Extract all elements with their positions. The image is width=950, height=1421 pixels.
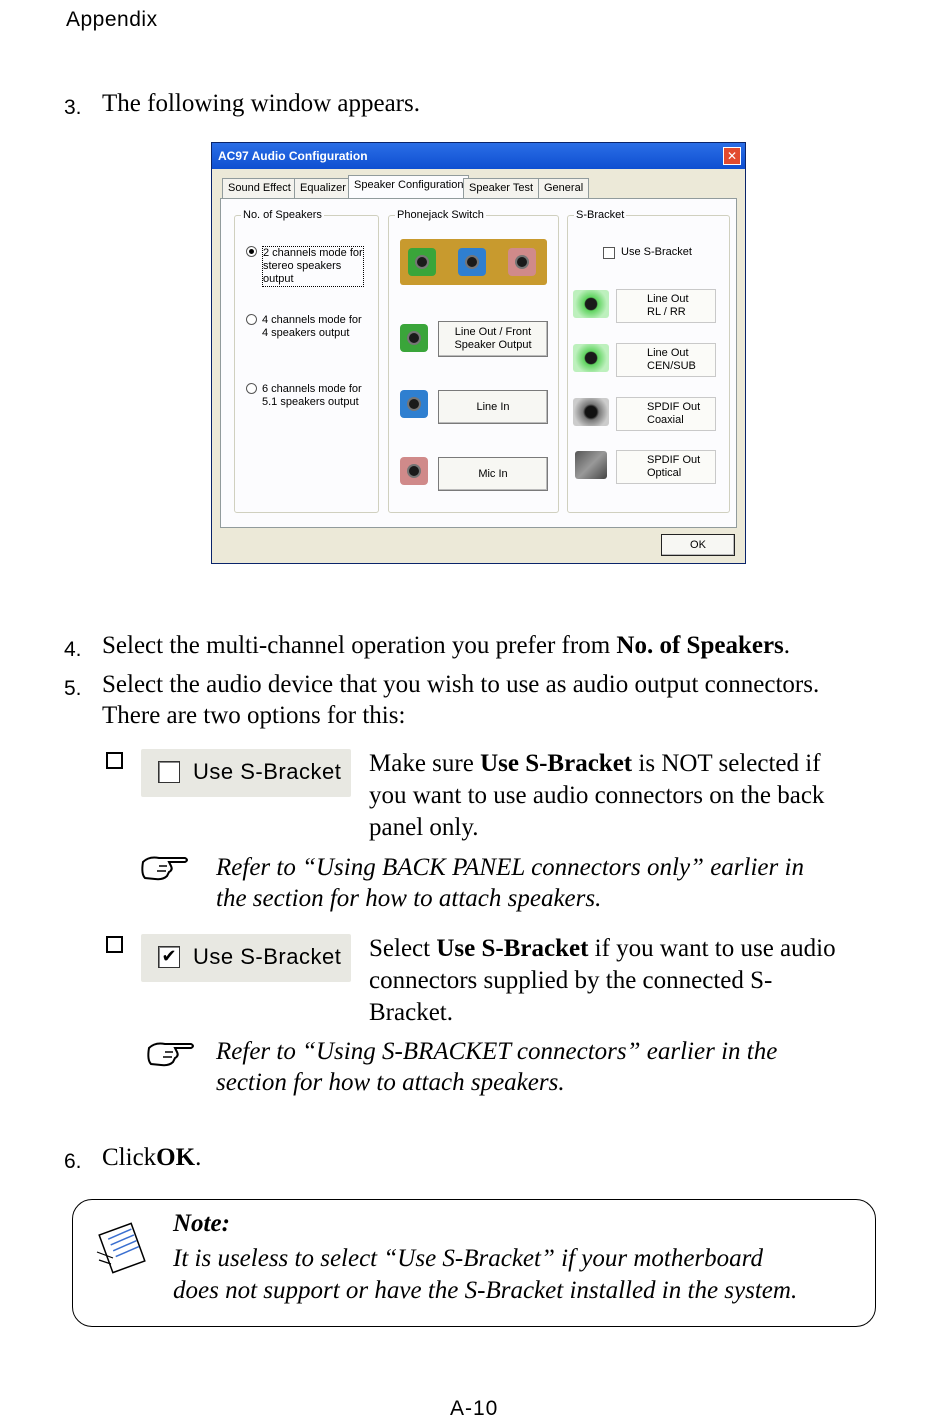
mic-in-button[interactable]: Mic In <box>438 457 548 491</box>
button-text <box>647 401 700 427</box>
radio-label: 2 channels mode for stereo speakers output <box>263 247 363 285</box>
s-bracket-legend: S-Bracket <box>576 209 625 221</box>
checkbox-label: Use S-Bracket <box>193 759 342 784</box>
button-line: CEN/SUB <box>647 360 696 372</box>
text-line: Bracket. <box>369 999 453 1026</box>
text-line: you want to use audio connectors on the back <box>369 782 825 809</box>
step-text-bold: No. of Speakers <box>616 632 784 659</box>
text-part: Select <box>369 935 437 962</box>
text-bold: Use S-Bracket <box>480 750 633 777</box>
step-text <box>102 669 819 731</box>
blue-jack-icon <box>400 390 428 418</box>
tab-general[interactable]: General <box>538 178 589 198</box>
refer-note-1 <box>216 852 896 914</box>
step-text-line: There are two options for this: <box>102 702 406 729</box>
radio-label: 6 channels mode for 5.1 speakers output <box>262 383 362 408</box>
step-5 <box>64 669 924 733</box>
note-title: Note: <box>173 1210 230 1237</box>
tab-sound-effect[interactable]: Sound Effect <box>222 178 297 198</box>
refer-line: the section for how to attach speakers. <box>216 885 602 912</box>
ok-button[interactable]: OK <box>661 534 735 556</box>
step-number: 5. <box>64 677 82 700</box>
radio-dot <box>246 314 257 325</box>
blue-jack-icon <box>458 248 486 276</box>
button-line: Line Out <box>647 347 689 359</box>
text-part: if you want to use audio <box>588 935 836 962</box>
button-text <box>647 454 700 480</box>
dialog-title: AC97 Audio Configuration <box>218 149 368 163</box>
step-text-part: . <box>783 632 791 659</box>
text-line: connectors supplied by the connected S- <box>369 967 773 994</box>
checkbox-checked-icon: ✔ <box>158 946 180 968</box>
pointing-hand-icon <box>139 852 191 882</box>
refer-line: section for how to attach speakers. <box>216 1069 565 1096</box>
note-line: It is useless to select “Use S-Bracket” if your motherboard <box>173 1245 763 1272</box>
note-box <box>72 1199 876 1327</box>
optical-connector-icon <box>575 451 607 479</box>
button-line: SPDIF Out <box>647 401 701 413</box>
radio-label: 4 channels mode for 4 speakers output <box>262 314 362 339</box>
refer-note-2 <box>216 1036 896 1098</box>
refer-line: Refer to “Using BACK PANEL connectors only” earlier in <box>216 854 804 881</box>
pink-jack-icon <box>508 248 536 276</box>
step-text-part: . <box>195 1144 202 1171</box>
page-header: Appendix <box>66 8 158 31</box>
step-text-part: Select the multi-channel operation you prefer from <box>102 632 617 659</box>
radio-dot <box>246 246 257 257</box>
button-line: RL / RR <box>647 306 686 318</box>
step-text-line: Select the audio device that you wish to use as audio output connectors. <box>102 671 820 698</box>
use-s-bracket-label: Use S-Bracket <box>621 246 692 258</box>
step-3 <box>64 88 864 120</box>
step-text <box>102 630 790 661</box>
coaxial-connector-icon <box>573 398 609 426</box>
use-s-bracket-checked-image <box>141 934 351 982</box>
tab-speaker-configuration[interactable]: Speaker Configuration <box>348 175 469 199</box>
phonejack-panel <box>400 239 547 285</box>
use-s-bracket-unchecked-image <box>141 749 351 797</box>
line-out-rl-rr-button[interactable] <box>616 289 716 323</box>
use-s-bracket-checkbox[interactable] <box>603 247 615 259</box>
dialog-titlebar <box>212 143 745 169</box>
step-number: 6. <box>64 1150 82 1173</box>
close-icon[interactable]: ✕ <box>723 147 741 165</box>
button-line: Line Out <box>647 293 689 305</box>
page-number: A-10 <box>450 1397 499 1420</box>
step-4 <box>64 630 924 662</box>
step-text: The following window appears. <box>102 90 420 117</box>
text-bold: Use S-Bracket <box>436 935 589 962</box>
button-line: Coaxial <box>647 414 684 426</box>
line-in-button[interactable]: Line In <box>438 390 548 424</box>
green-jack-icon <box>408 248 436 276</box>
option-bullet-icon <box>106 936 123 953</box>
audio-config-dialog <box>211 142 746 564</box>
step-text <box>102 1142 201 1173</box>
step-text-bold: OK <box>156 1144 196 1171</box>
option-2-text <box>369 933 909 1029</box>
checkbox-icon <box>158 761 180 783</box>
line-out-cen-sub-button[interactable] <box>616 343 716 377</box>
button-text <box>647 347 696 373</box>
speakers-legend: No. of Speakers <box>243 209 322 221</box>
button-line: Optical <box>647 467 682 479</box>
line-out-front-button[interactable]: Line Out / Front Speaker Output <box>438 321 548 357</box>
pointing-hand-icon <box>145 1038 197 1068</box>
option-bullet-icon <box>106 752 123 769</box>
phonejack-legend: Phonejack Switch <box>397 209 484 221</box>
step-number: 4. <box>64 638 82 661</box>
tab-equalizer[interactable]: Equalizer <box>294 178 352 198</box>
pink-jack-icon <box>400 457 428 485</box>
note-body <box>173 1243 863 1307</box>
button-line: SPDIF Out <box>647 454 701 466</box>
step-number: 3. <box>64 96 82 119</box>
text-part: is NOT selected if <box>632 750 821 777</box>
tab-speaker-test[interactable]: Speaker Test <box>463 178 539 198</box>
green-jack-icon <box>400 324 428 352</box>
refer-line: Refer to “Using S-BRACKET connectors” earlier in the <box>216 1038 778 1065</box>
checkbox-label: Use S-Bracket <box>193 944 342 969</box>
text-line: panel only. <box>369 814 479 841</box>
option-1-text <box>369 748 909 844</box>
text-part: Make sure <box>369 750 481 777</box>
notepad-icon <box>91 1218 151 1274</box>
button-text <box>647 293 689 319</box>
green-connector-icon <box>573 290 609 318</box>
tab-page <box>220 198 737 528</box>
spdif-coaxial-button[interactable] <box>616 397 716 431</box>
green-connector-icon <box>573 344 609 372</box>
note-line: does not support or have the S-Bracket installed in the system. <box>173 1277 798 1304</box>
spdif-optical-button[interactable] <box>616 450 716 484</box>
radio-dot <box>246 383 257 394</box>
step-text-part: Click <box>102 1144 157 1171</box>
step-6 <box>64 1142 464 1174</box>
